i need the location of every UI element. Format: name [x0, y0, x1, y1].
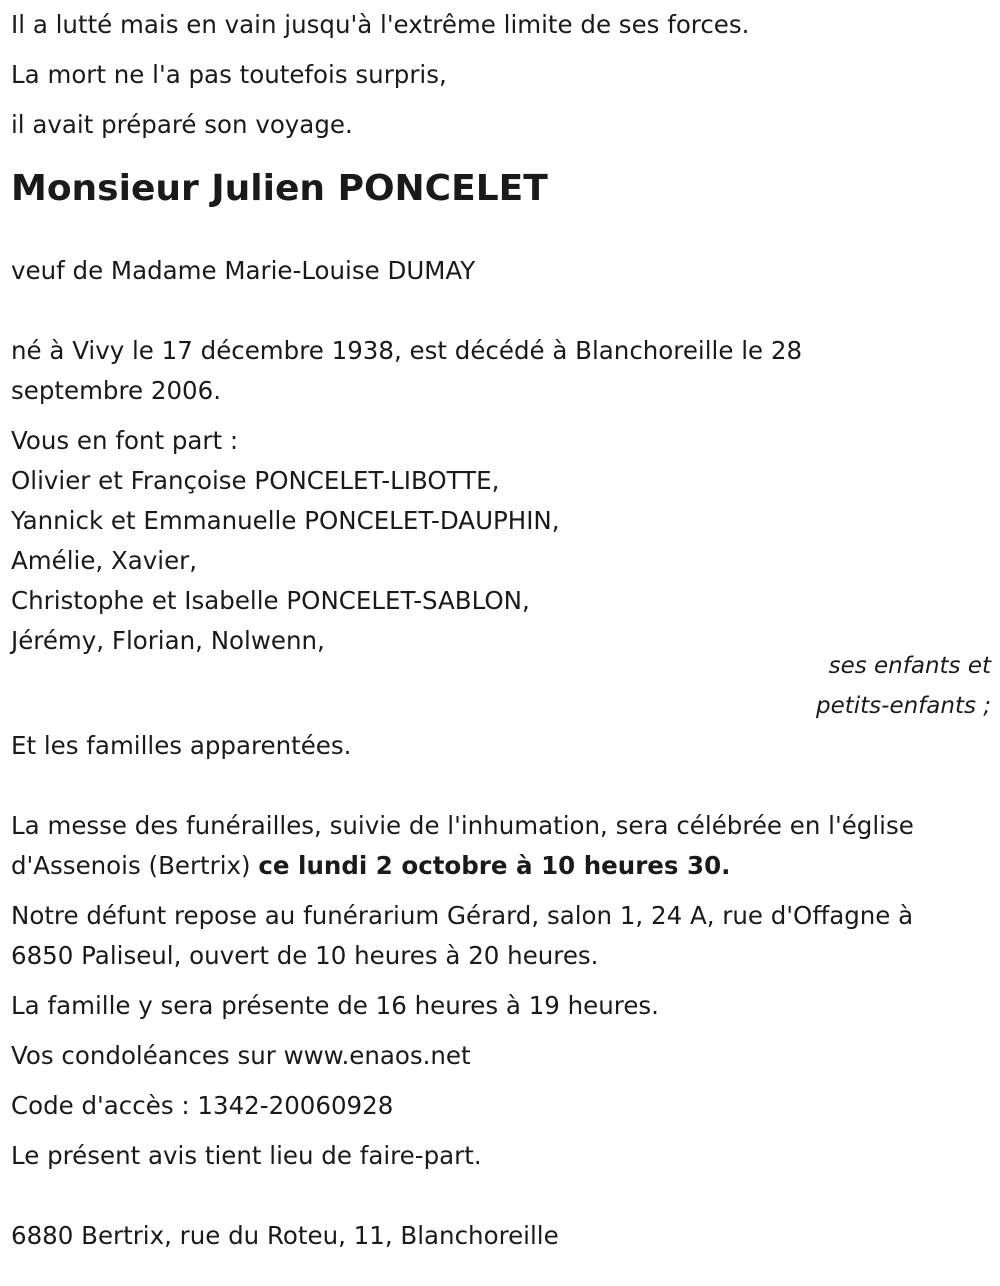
spacer [11, 976, 991, 986]
family-member: Yannick et Emmanuelle PONCELET-DAUPHIN, [11, 506, 560, 535]
epigraph-line-3: il avait préparé son voyage. [11, 110, 353, 139]
family-member: Christophe et Isabelle PONCELET-SABLON, [11, 586, 530, 615]
condolences-line: Vos condoléances sur www.enaos.net [11, 1041, 471, 1070]
family-relation-line-2: petits-enfants ; [815, 693, 991, 719]
obituary-notice [11, 0, 991, 1256]
spacer [11, 1126, 991, 1136]
ceremony-line-1: La messe des funérailles, suivie de l'inhumation, sera célébrée en l'église [11, 811, 914, 840]
spacer [11, 411, 991, 421]
spouse-line: veuf de Madame Marie-Louise DUMAY [11, 256, 476, 285]
ceremony-date-time: ce lundi 2 octobre à 10 heures 30. [258, 851, 731, 880]
spacer [11, 1176, 991, 1216]
extended-family: Et les familles apparentées. [11, 731, 352, 760]
epigraph-line-1: Il a lutté mais en vain jusqu'à l'extrême limite de ses forces. [11, 10, 750, 39]
access-code-line: Code d'accès : 1342-20060928 [11, 1091, 394, 1120]
notice-line: Le présent avis tient lieu de faire-part. [11, 1141, 482, 1170]
birth-death-line-1: né à Vivy le 17 décembre 1938, est décédé à Blanchoreille le 28 [11, 336, 803, 365]
family-intro: Vous en font part : [11, 426, 239, 455]
spacer [11, 766, 991, 806]
spacer [11, 1076, 991, 1086]
spacer [11, 291, 991, 331]
epigraph-line-2: La mort ne l'a pas toutefois surpris, [11, 60, 447, 89]
family-relation-line-1: ses enfants et [828, 653, 991, 679]
spacer [11, 886, 991, 896]
family-member: Olivier et Françoise PONCELET-LIBOTTE, [11, 466, 500, 495]
spacer [11, 1026, 991, 1036]
family-member: Amélie, Xavier, [11, 546, 197, 575]
spacer [11, 211, 991, 251]
address-line: 6880 Bertrix, rue du Roteu, 11, Blanchoreille [11, 1221, 559, 1250]
birth-death-line-2: septembre 2006. [11, 376, 222, 405]
deceased-name: Monsieur Julien PONCELET [11, 168, 548, 209]
repose-line-1: Notre défunt repose au funérarium Gérard, salon 1, 24 A, rue d'Offagne à [11, 901, 914, 930]
repose-line-2: 6850 Paliseul, ouvert de 10 heures à 20 heures. [11, 941, 599, 970]
presence-line: La famille y sera présente de 16 heures à 19 heures. [11, 991, 659, 1020]
family-member: Jérémy, Florian, Nolwenn, [11, 626, 325, 655]
ceremony-location: d'Assenois (Bertrix) [11, 851, 259, 880]
ceremony-line-2 [11, 846, 991, 886]
